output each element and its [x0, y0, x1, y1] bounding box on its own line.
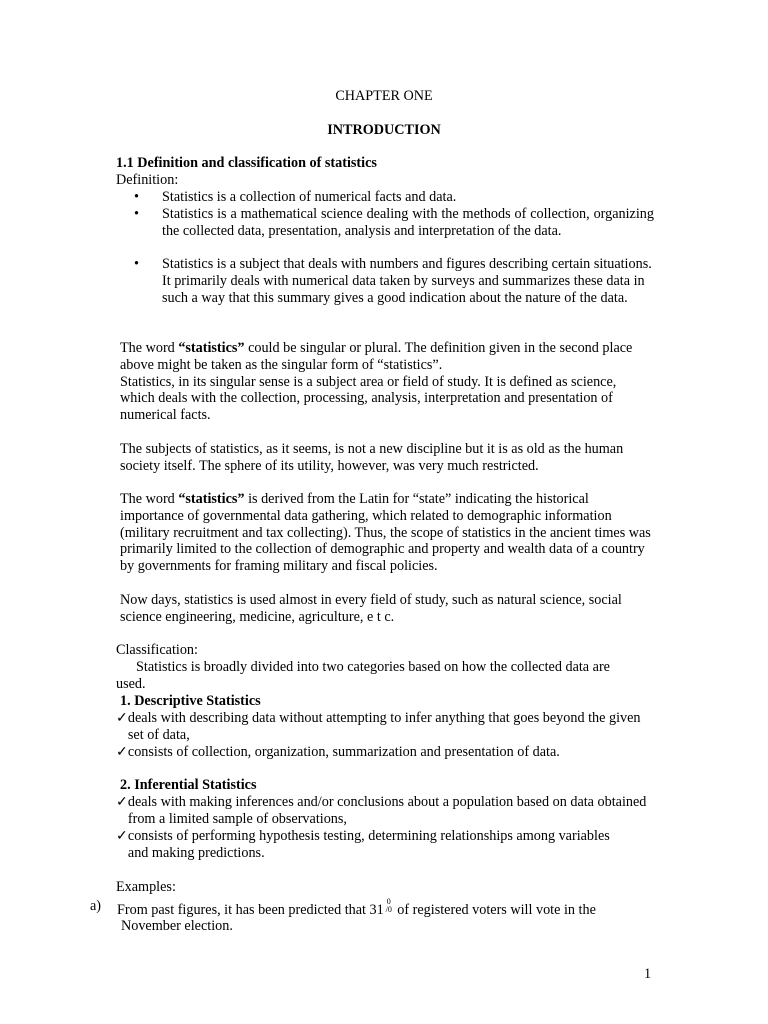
percent-symbol: 0 /0: [385, 897, 392, 914]
definition-text: Statistics is a subject that deals with numbers and figures describing certain situations. It primarily deals with numerical data taken by surveys and summarizes these data in such a way that this summary gives a good indication about the nature of the data.: [162, 256, 652, 306]
list-item: ✓ consists of performing hypothesis testing, determining relationships among variables and making predictions.: [116, 828, 610, 861]
bold-term: “statistics”: [178, 491, 245, 507]
checkmark-icon: ✓: [116, 710, 128, 726]
list-item: ✓ deals with describing data without attempting to infer anything that goes beyond the given set of data,: [116, 710, 641, 743]
bullet-icon: •: [134, 206, 139, 222]
definition-text: Statistics is a mathematical science dealing with the methods of collection, organizing the collected data, presentation, analysis and interpretation of the data.: [162, 206, 654, 239]
list-item: ✓ deals with making inferences and/or conclusions about a population based on data obtained from a limited sample of observations,: [116, 794, 647, 827]
classification-intro: Statistics is broadly divided into two categories based on how the collected data are used.: [116, 659, 610, 692]
paragraph: Now days, statistics is used almost in every field of study, such as natural science, social science engineering, medicine, agriculture, e t c.: [120, 592, 622, 625]
checkmark-icon: ✓: [116, 794, 128, 810]
list-marker: a): [90, 898, 102, 914]
classification-label: Classification:: [116, 642, 198, 658]
list-item: [134, 206, 654, 240]
category-heading: 2. Inferential Statistics: [120, 777, 257, 793]
bullet-icon: •: [134, 256, 139, 272]
category-heading: 1. Descriptive Statistics: [120, 693, 261, 709]
definition-text: Statistics is a collection of numerical facts and data.: [162, 189, 457, 205]
list-item: [134, 189, 654, 206]
example-text: From past figures, it has been predicted that 310 /0 of registered voters will vote in the: [117, 897, 596, 918]
paragraph: The word “statistics” is derived from the Latin for “state” indicating the historical importance of governmental data gathering, which related to demographic information (military recruitment and tax collecting). Thus, the scope of statistics in the ancient times was primarily limited to the collection of demographic and property and wealth data of a country by governments for framing military and fiscal policies.: [120, 491, 651, 575]
bullet-icon: •: [134, 189, 139, 205]
list-item: [134, 256, 654, 306]
page-title: INTRODUCTION: [327, 122, 441, 138]
section-heading: 1.1 Definition and classification of statistics: [116, 155, 377, 171]
checkmark-icon: ✓: [116, 828, 128, 844]
paragraph: The subjects of statistics, as it seems, is not a new discipline but it is as old as the human society itself. The sphere of its utility, however, was very much restricted.: [120, 441, 624, 474]
definition-label: Definition:: [116, 172, 179, 188]
examples-label: Examples:: [116, 879, 176, 895]
chapter-label: CHAPTER ONE: [335, 88, 433, 104]
list-item: ✓ consists of collection, organization, summarization and presentation of data.: [116, 744, 560, 760]
bold-term: “statistics”: [178, 340, 245, 356]
paragraph: The word “statistics” could be singular or plural. The definition given in the second place above might be taken as the singular form of “statistics”. Statistics, in its singular sense is a subject area or field of study. It is defined as science, which deals with the collection, processing, analysis, interpretation and presentation of numerical facts.: [120, 340, 633, 424]
checkmark-icon: ✓: [116, 744, 128, 760]
example-text: November election.: [121, 918, 233, 934]
page-number: 1: [644, 966, 652, 982]
